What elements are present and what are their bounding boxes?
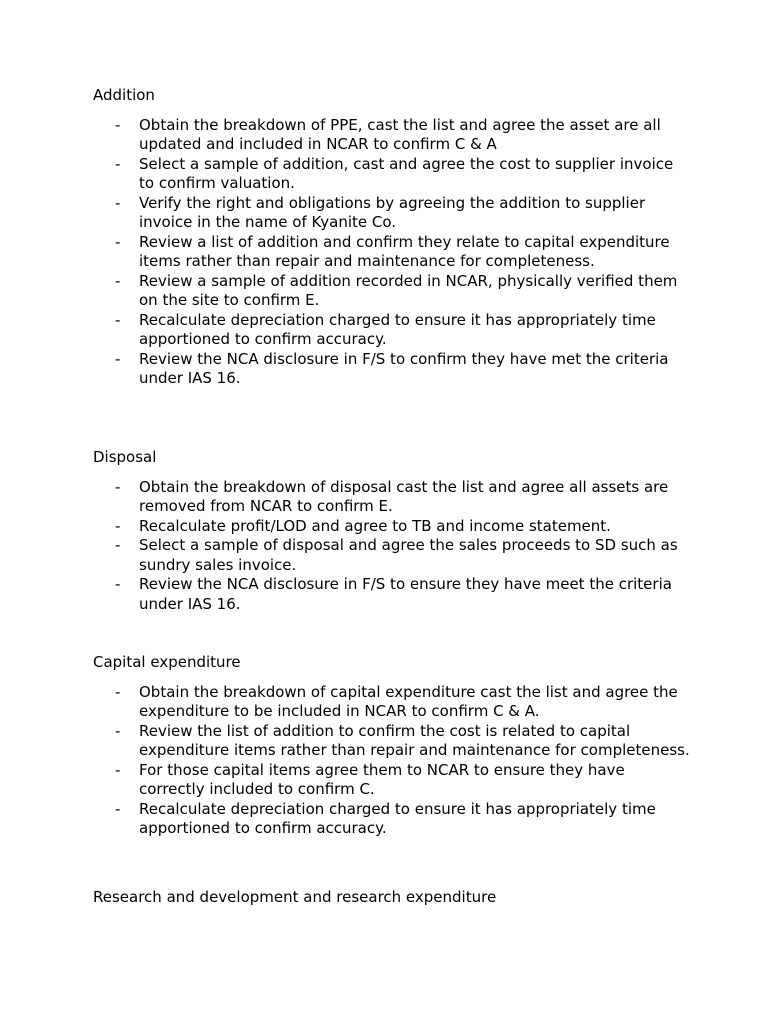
section-heading: Research and development and research expenditure [93, 888, 497, 906]
dash-bullet: - [115, 799, 121, 818]
dash-bullet: - [115, 232, 121, 251]
list-item [93, 194, 693, 233]
section-heading: Addition [93, 86, 155, 104]
section-addition [93, 86, 693, 389]
list-item [93, 575, 693, 614]
list-item [93, 683, 693, 722]
bullet-list [93, 478, 693, 615]
section-research-development [93, 888, 693, 908]
list-item-text: Select a sample of disposal and agree the sales proceeds to SD such as sundry sales invoice. [139, 536, 678, 574]
list-item-text: Review the NCA disclosure in F/S to confirm they have met the criteria under IAS 16. [139, 349, 669, 387]
section-disposal [93, 448, 693, 614]
list-item-text: Review a sample of addition recorded in NCAR, physically verified them on the site to confirm E. [139, 271, 678, 309]
list-item [93, 800, 693, 839]
dash-bullet: - [115, 721, 121, 740]
list-item [93, 517, 693, 537]
dash-bullet: - [115, 349, 121, 368]
list-item [93, 722, 693, 761]
list-item-text: Review the NCA disclosure in F/S to ensure they have meet the criteria under IAS 16. [139, 575, 672, 613]
bullet-list [93, 116, 693, 389]
list-item [93, 116, 693, 155]
dash-bullet: - [115, 536, 121, 554]
dash-bullet: - [115, 575, 121, 593]
dash-bullet: - [115, 516, 121, 535]
list-item-text: Recalculate depreciation charged to ensure it has appropriately time apportioned to confirm accuracy. [139, 310, 656, 348]
dash-bullet: - [115, 154, 121, 173]
dash-bullet: - [115, 477, 121, 496]
list-item [93, 536, 693, 575]
list-item-text: Select a sample of addition, cast and agree the cost to supplier invoice to confirm valuation. [139, 154, 674, 192]
list-item-text: Verify the right and obligations by agreeing the addition to supplier invoice in the name of Kyanite Co. [139, 193, 646, 231]
section-capital-expenditure [93, 653, 693, 839]
list-item [93, 761, 693, 800]
list-item-text: Obtain the breakdown of disposal cast the list and agree all assets are removed from NCAR to confirm E. [139, 477, 669, 515]
dash-bullet: - [115, 115, 121, 134]
list-item [93, 233, 693, 272]
list-item-text: For those capital items agree them to NCAR to ensure they have correctly included to confirm C. [139, 760, 625, 798]
list-item-text: Recalculate profit/LOD and agree to TB and income statement. [139, 516, 611, 535]
dash-bullet: - [115, 310, 121, 329]
dash-bullet: - [115, 682, 121, 701]
list-item [93, 155, 693, 194]
section-heading: Capital expenditure [93, 653, 241, 671]
section-heading: Disposal [93, 448, 157, 466]
list-item-text: Obtain the breakdown of PPE, cast the list and agree the asset are all updated and included in NCAR to confirm C & A [139, 115, 661, 153]
dash-bullet: - [115, 193, 121, 212]
list-item-text: Review the list of addition to confirm the cost is related to capital expenditure items rather than repair and maintenance for completeness. [139, 721, 690, 759]
list-item [93, 350, 693, 389]
list-item-text: Review a list of addition and confirm they relate to capital expenditure items rather than repair and maintenance for completeness. [139, 232, 670, 270]
bullet-list [93, 683, 693, 839]
list-item [93, 478, 693, 517]
list-item-text: Recalculate depreciation charged to ensure it has appropriately time apportioned to confirm accuracy. [139, 799, 656, 837]
list-item-text: Obtain the breakdown of capital expenditure cast the list and agree the expenditure to be included in NCAR to confirm C & A. [139, 682, 678, 720]
dash-bullet: - [115, 271, 121, 290]
list-item [93, 272, 693, 311]
dash-bullet: - [115, 760, 121, 779]
list-item [93, 311, 693, 350]
